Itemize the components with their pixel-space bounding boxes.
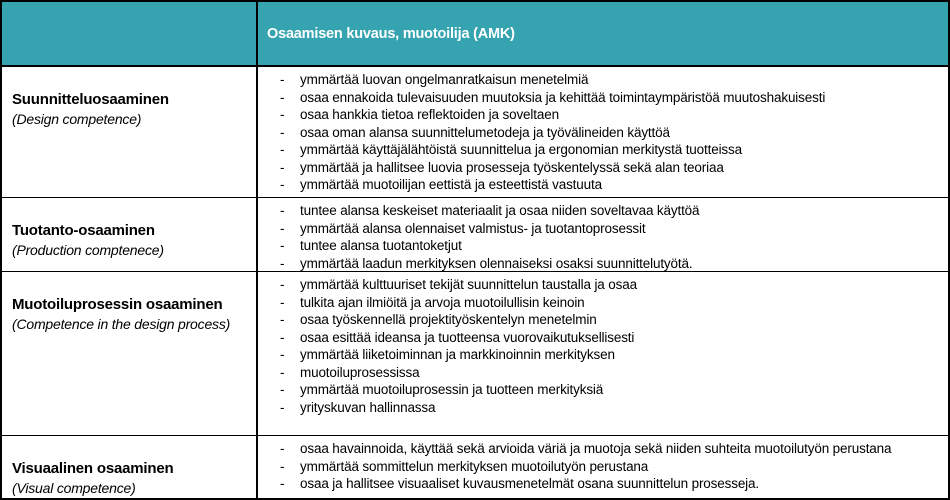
competence-title: Visuaalinen osaaminen xyxy=(12,460,174,477)
bullet-dash: - xyxy=(280,458,285,474)
bullet-text: ymmärtää laadun merkityksen olennaiseksi osaksi suunnittelutyötä. xyxy=(300,255,693,271)
competence-description-cell xyxy=(258,67,948,197)
table-row xyxy=(2,67,948,198)
bullet-text: ymmärtää luovan ongelmanratkaisun menetelmiä xyxy=(300,72,589,87)
bullet-dash: - xyxy=(280,220,285,236)
competence-name-cell xyxy=(2,67,258,197)
bullet-text: osaa esittää ideansa ja tuotteensa vuorovaikutuksellisesti xyxy=(300,329,635,345)
bullet-dash: - xyxy=(280,277,285,292)
competence-description-cell xyxy=(258,436,948,498)
bullet-item xyxy=(258,176,948,194)
competence-subtitle: (Production comptenece) xyxy=(12,242,164,258)
bullet-text: tulkita ajan ilmiöitä ja arvoja muotoilullisin keinoin xyxy=(300,294,585,310)
bullet-text: osaa ja hallitsee visuaaliset kuvausmenetelmät osana suunnittelun prosesseja. xyxy=(300,476,759,491)
bullet-item xyxy=(258,159,948,177)
bullet-text: ymmärtää liiketoiminnan ja markkinoinnin merkityksen xyxy=(300,347,615,362)
bullet-item xyxy=(258,458,948,476)
bullet-item xyxy=(258,381,948,399)
bullet-item xyxy=(258,475,948,493)
header-empty-cell xyxy=(2,2,258,65)
bullet-item xyxy=(258,294,948,312)
bullet-dash: - xyxy=(280,441,285,456)
bullet-dash: - xyxy=(280,142,285,157)
bullet-text: osaa havainnoida, käyttää sekä arvioida väriä ja muotoja sekä niiden suhteita muotoilutyön perustana xyxy=(300,441,892,456)
bullet-item xyxy=(258,141,948,159)
bullet-text: osaa työskennellä projektityöskentelyn menetelmin xyxy=(300,312,597,327)
bullet-text: ymmärtää alansa olennaiset valmistus- ja tuotantoprosessit xyxy=(300,220,646,236)
bullet-item xyxy=(258,220,948,238)
bullet-item xyxy=(258,440,948,458)
bullet-text: yrityskuvan hallinnassa xyxy=(300,399,436,415)
bullet-item xyxy=(258,346,948,364)
bullet-dash: - xyxy=(280,347,285,362)
bullet-item xyxy=(258,124,948,142)
table-row xyxy=(2,198,948,272)
competence-subtitle: (Competence in the design process) xyxy=(12,316,231,332)
bullet-dash: - xyxy=(280,177,285,192)
competence-title: Tuotanto-osaaminen xyxy=(12,222,155,239)
bullet-text: ymmärtää käyttäjälähtöistä suunnittelua ja ergonomian merkitystä tuotteissa xyxy=(300,142,742,157)
bullet-item xyxy=(258,106,948,124)
bullet-text: tuntee alansa tuotantoketjut xyxy=(300,238,462,253)
header-title-cell xyxy=(258,2,948,65)
competence-title: Muotoiluprosessin osaaminen xyxy=(12,296,223,313)
bullet-item xyxy=(258,276,948,294)
competence-name-cell xyxy=(2,272,258,435)
bullet-text: osaa oman alansa suunnittelumetodeja ja työvälineiden käyttöä xyxy=(300,124,670,140)
bullet-dash: - xyxy=(280,364,285,380)
bullet-text: tuntee alansa keskeiset materiaalit ja osaa niiden soveltavaa käyttöä xyxy=(300,203,700,218)
bullet-item xyxy=(258,329,948,347)
competence-subtitle: (Visual competence) xyxy=(12,480,136,496)
bullet-dash: - xyxy=(280,89,285,105)
bullet-dash: - xyxy=(280,329,285,345)
competence-description-cell xyxy=(258,272,948,435)
bullet-dash: - xyxy=(280,399,285,415)
bullet-text: osaa hankkia tietoa reflektoiden ja soveltaen xyxy=(300,107,559,122)
competence-description-cell xyxy=(258,198,948,271)
bullet-item xyxy=(258,364,948,382)
bullet-dash: - xyxy=(280,159,285,175)
table-header-row xyxy=(2,2,948,67)
competence-subtitle: (Design competence) xyxy=(12,111,142,127)
bullet-text: ymmärtää kulttuuriset tekijät suunnittelun taustalla ja osaa xyxy=(300,277,637,292)
bullet-dash: - xyxy=(280,203,285,218)
competence-name-cell xyxy=(2,198,258,271)
bullet-dash: - xyxy=(280,294,285,310)
bullet-dash: - xyxy=(280,238,285,253)
bullet-item xyxy=(258,237,948,255)
bullet-text: osaa ennakoida tulevaisuuden muutoksia ja kehittää toimintaympäristöä muutoshakuisesti xyxy=(300,89,826,105)
table-row xyxy=(2,272,948,436)
bullet-dash: - xyxy=(280,107,285,122)
bullet-text: ymmärtää muotoilijan eettistä ja esteettistä vastuuta xyxy=(300,177,602,192)
bullet-item xyxy=(258,71,948,89)
competence-name-cell xyxy=(2,436,258,498)
header-title: Osaamisen kuvaus, muotoilija (AMK) xyxy=(267,25,515,42)
bullet-dash: - xyxy=(280,382,285,397)
bullet-item xyxy=(258,311,948,329)
bullet-item xyxy=(258,202,948,220)
bullet-text: ymmärtää muotoiluprosessin ja tuotteen merkityksiä xyxy=(300,382,604,397)
competence-title: Suunnitteluosaaminen xyxy=(12,91,169,108)
table-row xyxy=(2,436,948,498)
bullet-dash: - xyxy=(280,476,285,491)
bullet-dash: - xyxy=(280,124,285,140)
bullet-dash: - xyxy=(280,312,285,327)
bullet-item xyxy=(258,89,948,107)
bullet-item xyxy=(258,399,948,417)
bullet-text: ymmärtää sommittelun merkityksen muotoilutyön perustana xyxy=(300,458,649,474)
bullet-dash: - xyxy=(280,72,285,87)
bullet-dash: - xyxy=(280,255,285,271)
bullet-text: ymmärtää ja hallitsee luovia prosesseja työskentelyssä sekä alan teoriaa xyxy=(300,159,724,175)
table-body xyxy=(2,67,948,498)
bullet-item xyxy=(258,255,948,273)
bullet-text: muotoiluprosessissa xyxy=(300,364,420,380)
